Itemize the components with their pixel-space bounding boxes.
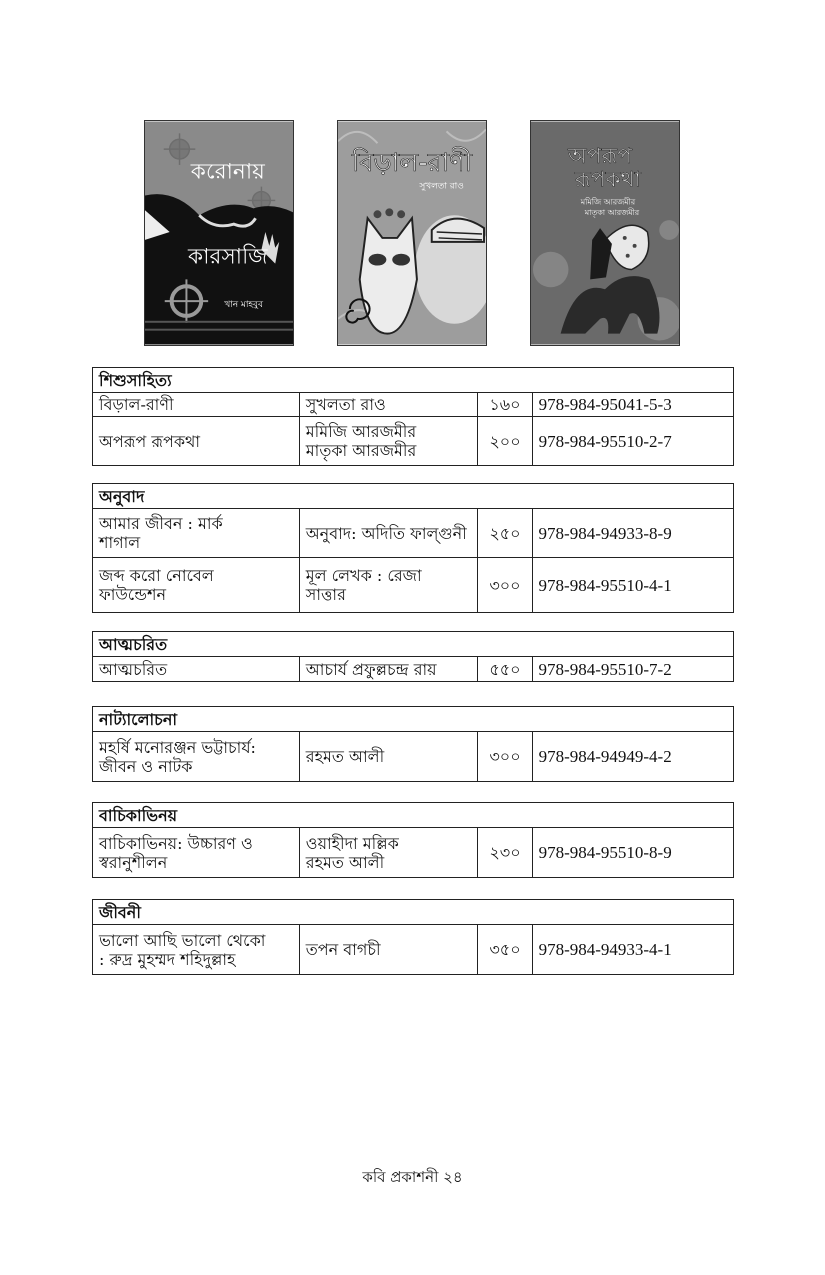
section-heading: নাট্যালোচনা bbox=[93, 707, 734, 732]
section-anubad-table bbox=[92, 483, 734, 613]
section-heading: অনুবাদ bbox=[93, 484, 734, 509]
section-shishusahitya-table bbox=[92, 367, 734, 466]
table-row bbox=[93, 732, 734, 782]
book-title: ভালো আছি ভালো থেকো : রুদ্র মুহম্মদ শহিদুল্লাহ bbox=[93, 925, 300, 975]
book-isbn: 978-984-95510-7-2 bbox=[532, 657, 733, 682]
cover-2-art bbox=[338, 121, 486, 345]
cover-1-author: খান মাহবুব bbox=[224, 300, 263, 310]
cover-3-title-line1: অপরূপ bbox=[568, 143, 633, 169]
book-author: সুখলতা রাও bbox=[299, 393, 478, 417]
book-price: ৩০০ bbox=[478, 558, 532, 613]
book-title: জব্দ করো নোবেল ফাউন্ডেশন bbox=[93, 558, 300, 613]
book-isbn: 978-984-95510-4-1 bbox=[532, 558, 733, 613]
table-row bbox=[93, 417, 734, 466]
table-row bbox=[93, 828, 734, 878]
table-row bbox=[93, 509, 734, 558]
table-row bbox=[93, 393, 734, 417]
cover-3-art bbox=[531, 121, 679, 345]
page-footer: কবি প্রকাশনী ২৪ bbox=[362, 1168, 463, 1186]
book-title: আত্মচরিত bbox=[93, 657, 300, 682]
cover-2-author: সুখলতা রাও bbox=[419, 181, 464, 192]
book-price: ২৩০ bbox=[478, 828, 532, 878]
book-author: অনুবাদ: অদিতি ফাল্গুনী bbox=[299, 509, 478, 558]
book-title: মহর্ষি মনোরঞ্জন ভট্টাচার্য: জীবন ও নাটক bbox=[93, 732, 300, 782]
book-price: ১৬০ bbox=[478, 393, 532, 417]
section-bachikabhinoy-table bbox=[92, 802, 734, 878]
book-title: অপরূপ রূপকথা bbox=[93, 417, 300, 466]
book-author: তপন বাগচী bbox=[299, 925, 478, 975]
book-price: ৩৫০ bbox=[478, 925, 532, 975]
section-heading: আত্মচরিত bbox=[93, 632, 734, 657]
book-isbn: 978-984-95510-2-7 bbox=[532, 417, 733, 466]
book-author: ওয়াহীদা মল্লিক রহমত আলী bbox=[299, 828, 478, 878]
book-isbn: 978-984-94949-4-2 bbox=[532, 732, 733, 782]
book-isbn: 978-984-95041-5-3 bbox=[532, 393, 733, 417]
cover-3-author-line1: মমিজি আরজমীর bbox=[580, 197, 636, 207]
book-isbn: 978-984-94933-8-9 bbox=[532, 509, 733, 558]
section-heading: বাচিকাভিনয় bbox=[93, 803, 734, 828]
book-price: ২৫০ bbox=[478, 509, 532, 558]
cover-aparup-rupkatha bbox=[530, 120, 680, 346]
table-row bbox=[93, 558, 734, 613]
cover-1-art bbox=[145, 121, 293, 345]
book-price: ২০০ bbox=[478, 417, 532, 466]
cover-karonay-karsaji bbox=[144, 120, 294, 346]
cover-biral-rani bbox=[337, 120, 487, 346]
section-atmacharit-table bbox=[92, 631, 734, 682]
table-row bbox=[93, 925, 734, 975]
section-natyalochana-table bbox=[92, 706, 734, 782]
cover-1-title-line2: কারসাজি bbox=[188, 244, 268, 270]
cover-2-title: বিড়াল-রাণী bbox=[351, 147, 473, 178]
table-row bbox=[93, 657, 734, 682]
book-author: আচার্য প্রফুল্লচন্দ্র রায় bbox=[299, 657, 478, 682]
book-isbn: 978-984-95510-8-9 bbox=[532, 828, 733, 878]
section-heading: শিশুসাহিত্য bbox=[93, 368, 734, 393]
book-price: ৫৫০ bbox=[478, 657, 532, 682]
book-isbn: 978-984-94933-4-1 bbox=[532, 925, 733, 975]
book-title: বাচিকাভিনয়: উচ্চারণ ও স্বরানুশীলন bbox=[93, 828, 300, 878]
book-author: রহমত আলী bbox=[299, 732, 478, 782]
section-heading: জীবনী bbox=[93, 900, 734, 925]
book-covers bbox=[0, 120, 825, 346]
cover-3-author-line2: মাতৃকা আরজমীর bbox=[584, 208, 640, 218]
book-title: বিড়াল-রাণী bbox=[93, 393, 300, 417]
cover-1-title-line1: করোনায় bbox=[190, 159, 265, 185]
cover-3-title-line2: রূপকথা bbox=[574, 167, 641, 193]
book-price: ৩০০ bbox=[478, 732, 532, 782]
book-title: আমার জীবন : মার্ক শাগাল bbox=[93, 509, 300, 558]
section-jiboni-table bbox=[92, 899, 734, 975]
book-author: মমিজি আরজমীর মাতৃকা আরজমীর bbox=[299, 417, 478, 466]
book-author: মূল লেখক : রেজা সাত্তার bbox=[299, 558, 478, 613]
